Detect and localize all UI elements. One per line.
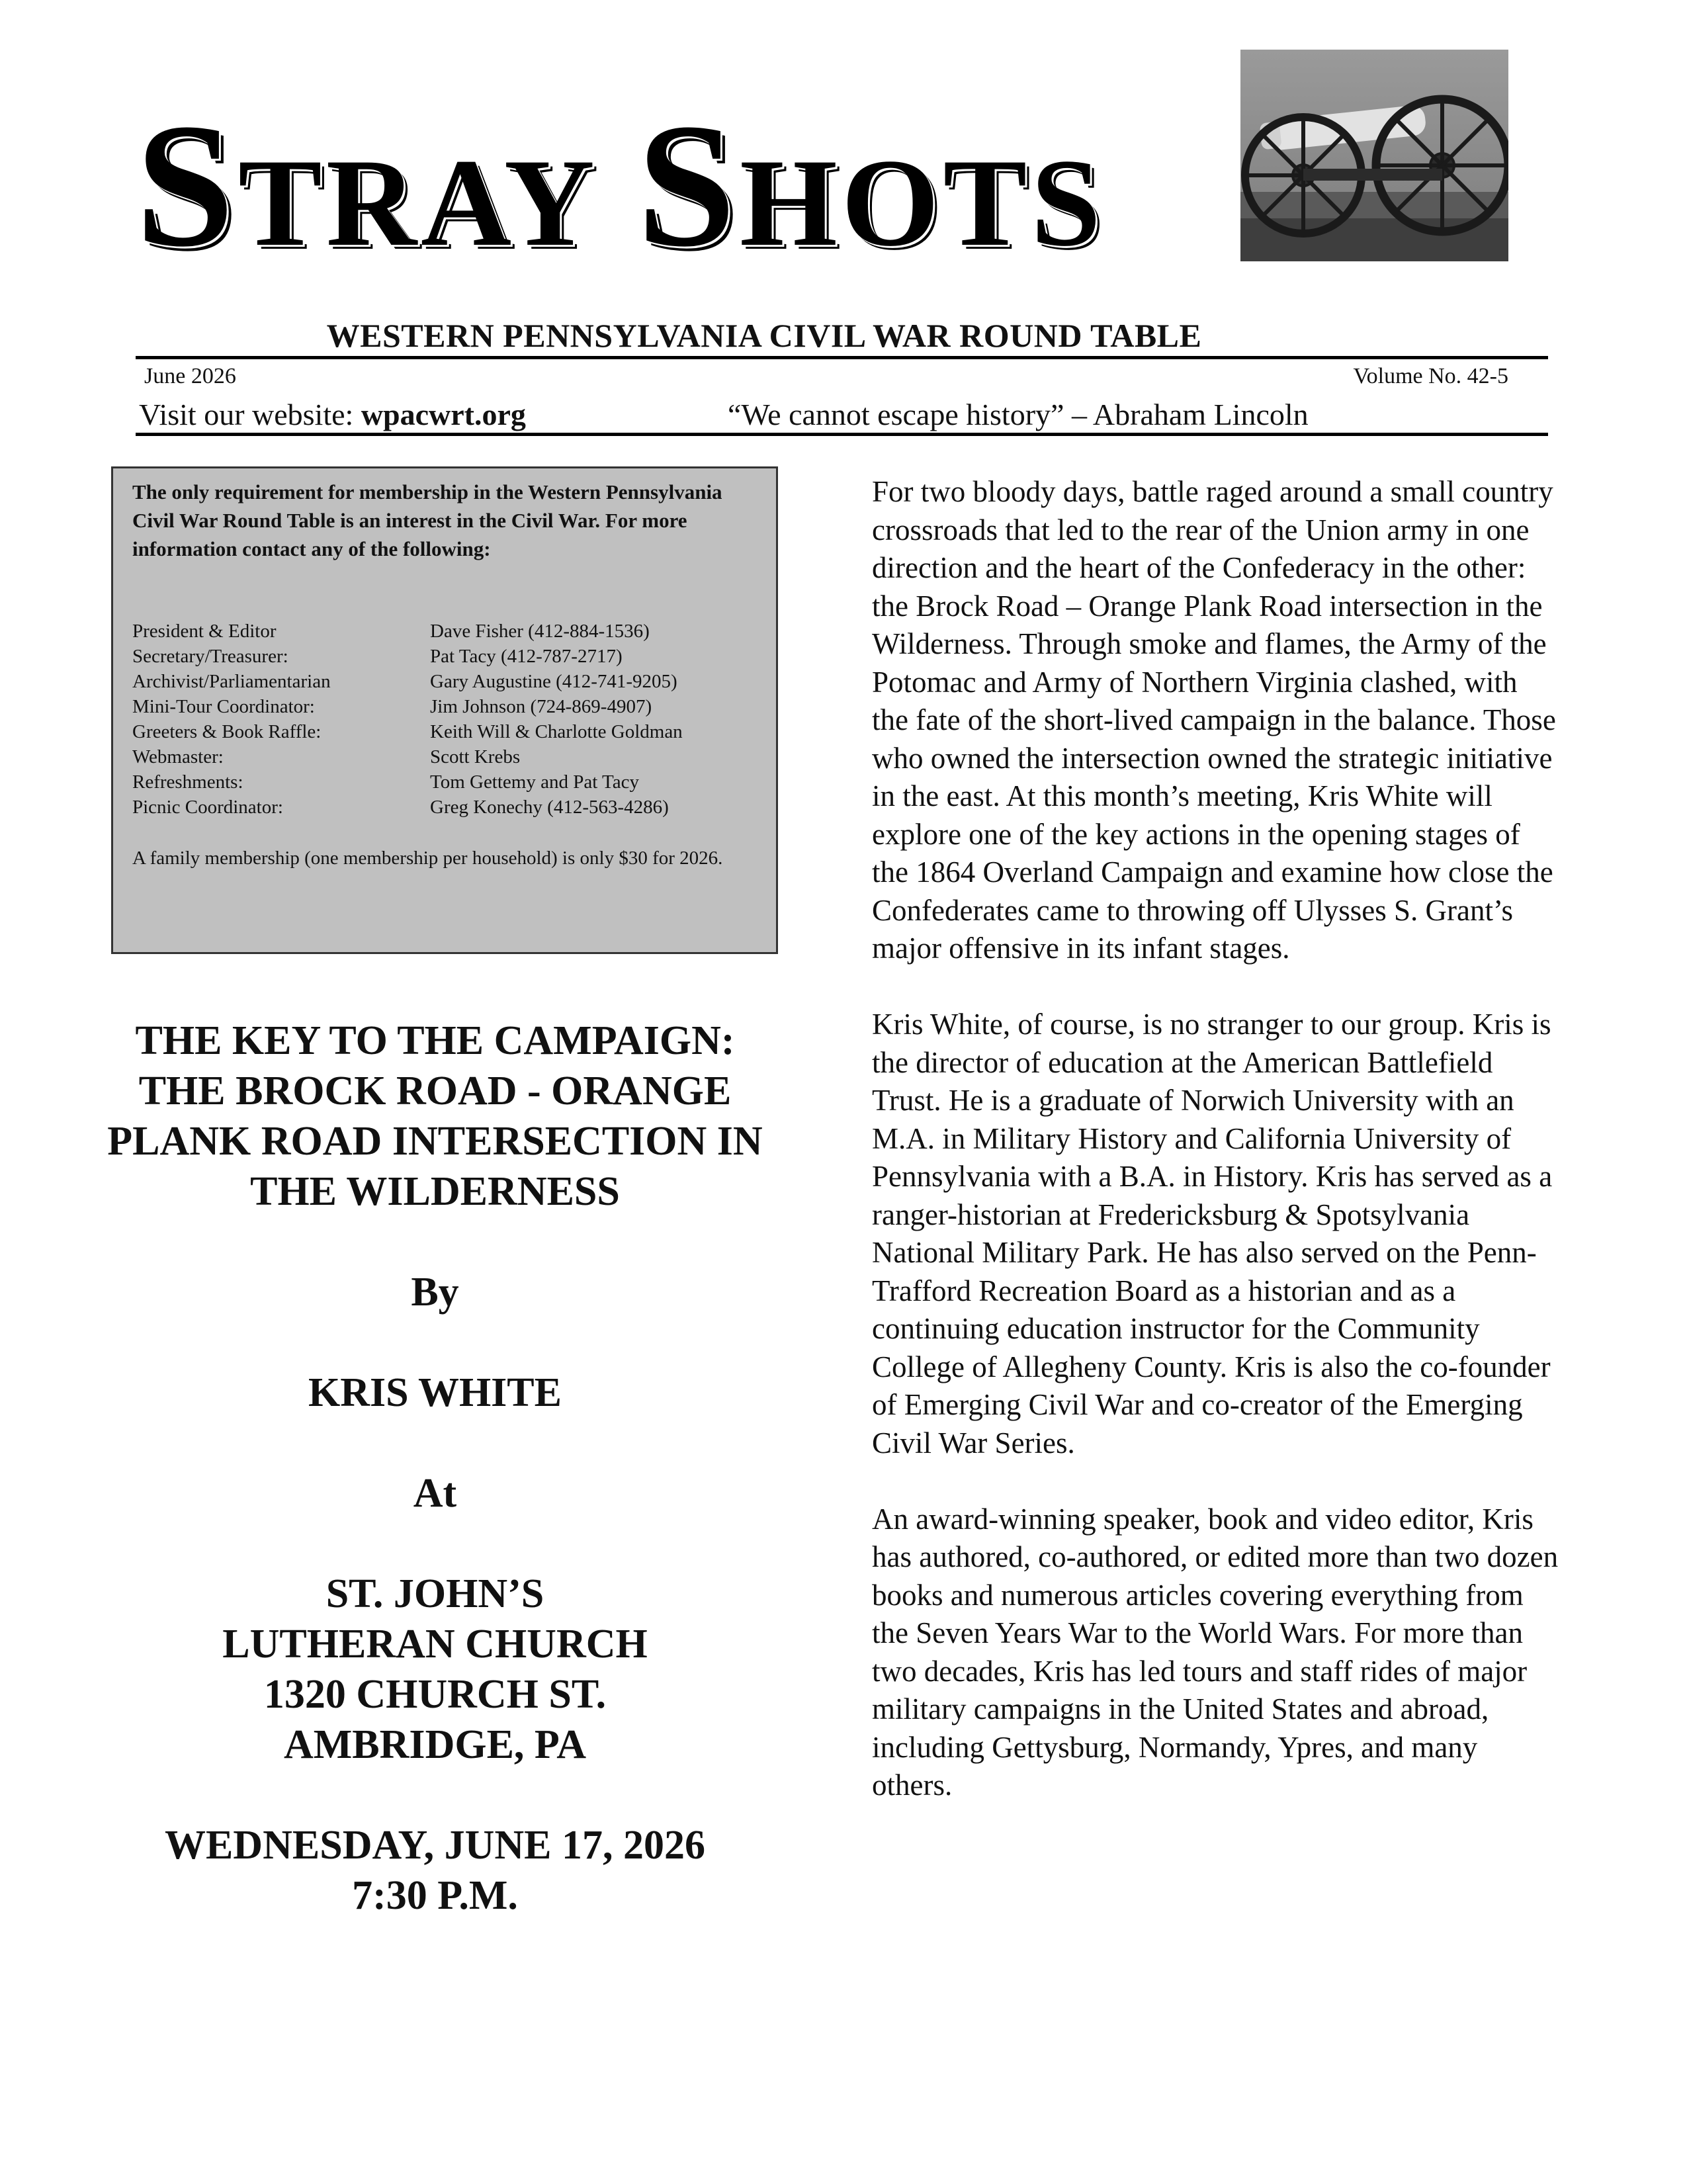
event-announcement — [93, 1016, 777, 1921]
officer-row — [132, 744, 767, 769]
officer-role: Refreshments: — [132, 771, 243, 793]
cannon-photo — [1240, 50, 1508, 261]
officer-role: Picnic Coordinator: — [132, 797, 283, 818]
event-date: WEDNESDAY, JUNE 17, 2026 — [164, 1823, 706, 1868]
officer-contact: Greg Konechy (412-563-4286) — [430, 797, 669, 818]
officer-contact: Keith Will & Charlotte Goldman — [430, 721, 683, 742]
officer-role: Secretary/Treasurer: — [132, 646, 288, 667]
event-venue-line: LUTHERAN CHURCH — [222, 1622, 648, 1667]
cannon-icon — [1240, 50, 1508, 261]
officer-row — [132, 694, 767, 719]
officer-contact: Pat Tacy (412-787-2717) — [430, 646, 623, 667]
article-paragraph: Kris White, of course, is no stranger to our group. Kris is the director of education at the American Battlefield Trust. He is a graduate of Norwich University with an M.A. in Military History and California University of Pennsylvania with a B.A. in History. Kris has served as a ranger-historian at Fredericksburg & Spotsylvania National Military Park. He has also served on the Penn-Trafford Recreation Board as a historian and as a continuing education instructor for the Community College of Allegheny County. Kris is also the co-founder of Emerging Civil War and co-creator of the Emerging Civil War Series. — [872, 1008, 1553, 1460]
membership-intro: The only requirement for membership in the Western Pennsylvania Civil War Round Table is an interest in the Civil War. For more information contact any of the following: — [132, 480, 722, 560]
issue-date: June 2026 — [144, 364, 236, 388]
event-by: By — [411, 1270, 459, 1315]
organization-name: WESTERN PENNSYLVANIA CIVIL WAR ROUND TABLE — [326, 317, 1202, 354]
officer-contact: Gary Augustine (412-741-9205) — [430, 671, 677, 692]
website-line — [139, 397, 526, 432]
officer-row — [132, 795, 767, 820]
lincoln-quote: “We cannot escape history” – Abraham Lincoln — [728, 398, 1309, 431]
officer-contact: Tom Gettemy and Pat Tacy — [430, 771, 639, 793]
officer-row — [132, 719, 767, 744]
officer-contact: Scott Krebs — [430, 746, 521, 767]
officer-role: Greeters & Book Raffle: — [132, 721, 322, 742]
masthead-word-shots: SHOTS — [637, 87, 1105, 283]
article-paragraph: For two bloody days, battle raged around a small country crossroads that led to the rear of the Union army in one direction and the heart of the Confederacy in the other: the Brock Road – Orange Plank Road intersection in the Wilderness. Through smoke and flames, the Army of the Potomac and Army of Northern Virginia clashed, with the fate of the short-lived campaign in the balance. Those who owned the intersection owned the strategic initiative in the east. At this month’s meeting, Kris White will explore one of the key actions in the opening stages of the 1864 Overland Campaign and examine how close the Confederates came to throwing off Ulysses S. Grant’s major offensive in its infant stages. — [872, 475, 1556, 965]
officer-list — [132, 619, 767, 820]
masthead-title — [136, 87, 1207, 291]
officer-row — [132, 769, 767, 795]
officer-contact: Jim Johnson (724-869-4907) — [430, 696, 652, 717]
article-paragraph: An award-winning speaker, book and video editor, Kris has authored, co-authored, or edited more than two dozen books and numerous articles covering everything from the Seven Years War to the World Wars. For more than two decades, Kris has led tours and staff rides of major military campaigns in the United States and abroad, including Gettysburg, Normandy, Ypres, and many others. — [872, 1502, 1559, 1802]
officer-role: Webmaster: — [132, 746, 224, 767]
header-rule-bottom — [136, 433, 1548, 436]
membership-note: A family membership (one membership per household) is only $30 for 2026. — [132, 848, 723, 869]
event-venue-line: ST. JOHN’S — [325, 1571, 544, 1616]
officer-contact: Dave Fisher (412-884-1536) — [430, 621, 650, 642]
masthead-word-stray: STRAY — [136, 87, 599, 283]
event-time: 7:30 P.M. — [352, 1873, 518, 1918]
officer-role: President & Editor — [132, 621, 277, 642]
event-venue-line: 1320 CHURCH ST. — [263, 1672, 607, 1717]
website-link[interactable]: wpacwrt.org — [361, 398, 526, 431]
officer-row — [132, 644, 767, 669]
officer-row — [132, 669, 767, 694]
event-at: At — [413, 1471, 457, 1516]
volume-number: Volume No. 42-5 — [1353, 364, 1508, 388]
event-title: THE KEY TO THE CAMPAIGN: THE BROCK ROAD - ORANGE PLANK ROAD INTERSECTION IN THE WILDERNESS — [107, 1018, 763, 1214]
website-label: Visit our website: — [139, 398, 361, 431]
header-rule-top — [136, 356, 1548, 359]
article-body — [872, 473, 1560, 1843]
officer-role: Archivist/Parliamentarian — [132, 671, 331, 692]
event-speaker: KRIS WHITE — [308, 1370, 562, 1415]
officer-row — [132, 619, 767, 644]
event-venue-line: AMBRIDGE, PA — [284, 1722, 586, 1767]
officer-role: Mini-Tour Coordinator: — [132, 696, 315, 717]
